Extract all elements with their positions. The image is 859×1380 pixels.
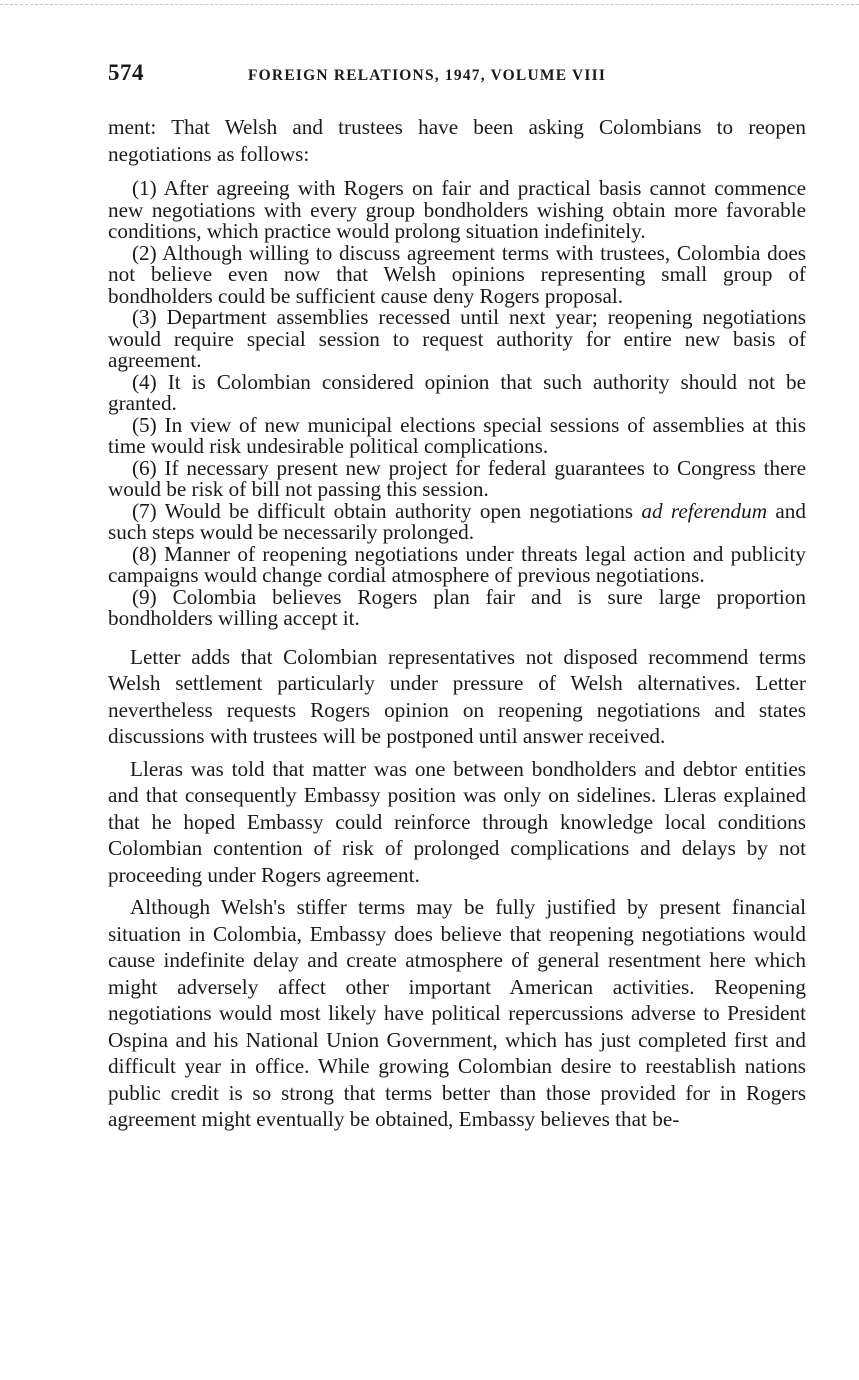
running-title: FOREIGN RELATIONS, 1947, VOLUME VIII [248, 67, 607, 84]
point-7 [108, 498, 806, 544]
embassy-assessment-paragraph: Although Welsh's stiffer terms may be fully justified by present financial situation in Colombia, Embassy does believe that reopening negotiations would cause indefinite delay and create atmosphere of general resentment here which might adversely affect other important American activities. Reopening negotiations would most likely have political repercussions adverse to President Ospina and his National Union Government, which has just completed first and difficult year in office. While growing Colombian desire to reestablish nations public credit is so strong that terms better than those provided for in Rogers agreement might eventually be obtained, Embassy believes that be- [108, 895, 806, 1131]
point-7-latin-phrase: ad referendum [641, 498, 768, 523]
running-header [108, 60, 806, 104]
point-9: (9) Colombia believes Rogers plan fair and is sure large proportion bondholders willing accept it. [108, 584, 806, 630]
point-6: (6) If necessary present new project for federal guarantees to Congress there would be risk of bill not passing this session. [108, 455, 806, 501]
point-2: (2) Although willing to discuss agreement terms with trustees, Colombia does not believe even now that Welsh opinions representing small group of bondholders could be sufficient cause deny Rogers proposal. [108, 240, 806, 308]
point-3: (3) Department assemblies recessed until next year; reopening negotiations would require special session to request authority for entire new basis of agreement. [108, 305, 806, 372]
point-1: (1) After agreeing with Rogers on fair and practical basis cannot commence new negotiations with every group bondholders wishing obtain more favorable conditions, which practice would prolong situation indefinitely. [108, 176, 806, 243]
scan-top-edge [0, 4, 859, 5]
point-7-text-after: and such steps would be necessarily prolonged. [108, 498, 806, 544]
lleras-paragraph: Lleras was told that matter was one between bondholders and debtor entities and that consequently Embassy position was only on sidelines. Lleras explained that he hoped Embassy could reinforce through knowledge local conditions Colombian contention of risk of prolonged complications and delays by not proceeding under Rogers agreement. [108, 756, 806, 887]
document-page [108, 60, 806, 1133]
letter-summary-paragraph: Letter adds that Colombian representatives not disposed recommend terms Welsh settlement particularly under pressure of Welsh alternatives. Letter nevertheless requests Rogers opinion on reopening negotiations and states discussions with trustees will be postponed until answer received. [108, 644, 806, 748]
point-5: (5) In view of new municipal elections special sessions of assemblies at this time would risk undesirable political complications. [108, 412, 806, 458]
point-8: (8) Manner of reopening negotiations under threats legal action and publicity campaigns would change cordial atmosphere of previous negotiations. [108, 541, 806, 587]
point-7-text-before: (7) Would be difficult obtain authority open negotiations [132, 498, 642, 523]
point-4: (4) It is Colombian considered opinion that such authority should not be granted. [108, 369, 806, 415]
numbered-points [108, 178, 806, 630]
intro-paragraph: ment: That Welsh and trustees have been asking Colombians to reopen negotiations as follows: [108, 115, 806, 166]
page-number: 574 [108, 60, 144, 85]
